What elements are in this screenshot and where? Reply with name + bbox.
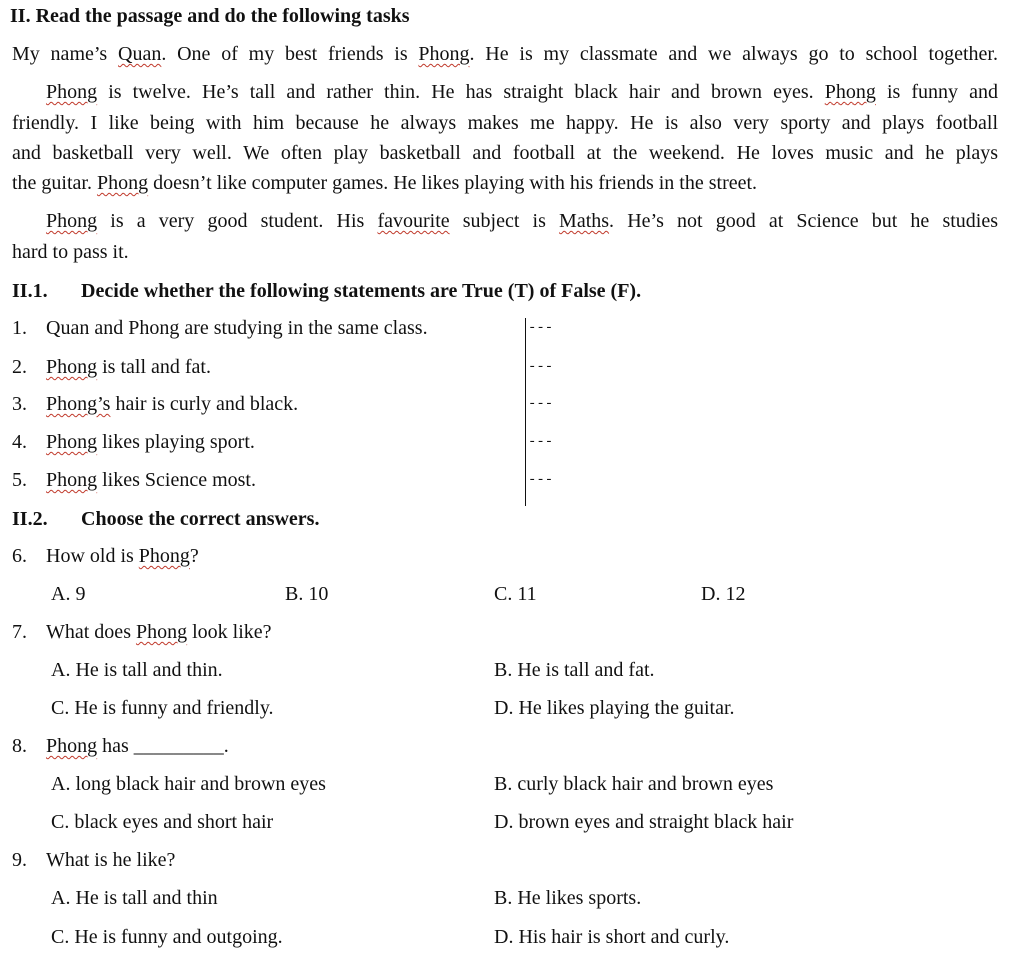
tf-answer-blank[interactable]: --- bbox=[528, 359, 554, 375]
answer-option-c[interactable]: C. He is funny and friendly. bbox=[51, 697, 274, 719]
tf-item-statement: Quan and Phong are studying in the same class. bbox=[46, 317, 428, 339]
answer-option-c[interactable]: C. He is funny and outgoing. bbox=[51, 926, 283, 948]
passage-paragraph-3-line-2: hard to pass it. bbox=[12, 241, 129, 263]
question-number: 8. bbox=[12, 735, 27, 757]
passage-paragraph-1: My name’s Quan. One of my best friends is Phong. He is my classmate and we always go to school together. bbox=[12, 43, 998, 65]
answer-option-b[interactable]: B. curly black hair and brown eyes bbox=[494, 773, 774, 795]
tf-item-statement: Phong likes playing sport. bbox=[46, 431, 255, 453]
passage-paragraph-2-line-3: and basketball very well. We often play basketball and football at the weekend. He loves music and he plays bbox=[12, 142, 998, 164]
question-number: 7. bbox=[12, 621, 27, 643]
tf-answer-blank[interactable]: --- bbox=[528, 320, 554, 336]
answer-column-divider bbox=[525, 318, 526, 506]
answer-option-a[interactable]: A. long black hair and brown eyes bbox=[51, 773, 326, 795]
tf-item-number: 5. bbox=[12, 469, 27, 491]
part2-number: II.2. bbox=[12, 508, 48, 530]
answer-option-b[interactable]: B. 10 bbox=[285, 583, 329, 605]
tf-item-number: 4. bbox=[12, 431, 27, 453]
answer-option-c[interactable]: C. black eyes and short hair bbox=[51, 811, 274, 833]
question-number: 6. bbox=[12, 545, 27, 567]
answer-option-a[interactable]: A. 9 bbox=[51, 583, 86, 605]
tf-item-number: 1. bbox=[12, 317, 27, 339]
part1-title: Decide whether the following statements are True (T) of False (F). bbox=[81, 280, 642, 302]
tf-item-statement: Phong’s hair is curly and black. bbox=[46, 393, 299, 415]
question-text: What does Phong look like? bbox=[46, 621, 272, 643]
tf-item-statement: Phong likes Science most. bbox=[46, 469, 256, 491]
tf-item-number: 2. bbox=[12, 356, 27, 378]
answer-option-b[interactable]: B. He is tall and fat. bbox=[494, 659, 655, 681]
answer-option-b[interactable]: B. He likes sports. bbox=[494, 887, 642, 909]
answer-option-d[interactable]: D. brown eyes and straight black hair bbox=[494, 811, 794, 833]
answer-option-c[interactable]: C. 11 bbox=[494, 583, 537, 605]
tf-answer-blank[interactable]: --- bbox=[528, 434, 554, 450]
question-text: Phong has _________. bbox=[46, 735, 229, 757]
part1-number: II.1. bbox=[12, 280, 48, 302]
part2-title: Choose the correct answers. bbox=[81, 508, 320, 530]
answer-option-a[interactable]: A. He is tall and thin bbox=[51, 887, 218, 909]
answer-option-d[interactable]: D. 12 bbox=[701, 583, 746, 605]
passage-paragraph-2-line-2: friendly. I like being with him because he always makes me happy. He is also very sporty and plays football bbox=[12, 112, 998, 134]
section-title: II. Read the passage and do the following tasks bbox=[10, 5, 410, 27]
tf-item-statement: Phong is tall and fat. bbox=[46, 356, 211, 378]
passage-paragraph-2-line-4: the guitar. Phong doesn’t like computer games. He likes playing with his friends in the street. bbox=[12, 172, 758, 194]
question-text: What is he like? bbox=[46, 849, 176, 871]
passage-paragraph-3-line-1: Phong is a very good student. His favourite subject is Maths. He’s not good at Science but he studies bbox=[46, 210, 999, 232]
answer-option-d[interactable]: D. He likes playing the guitar. bbox=[494, 697, 735, 719]
tf-answer-blank[interactable]: --- bbox=[528, 472, 554, 488]
passage-paragraph-2-line-1: Phong is twelve. He’s tall and rather thin. He has straight black hair and brown eyes. Phong is funny and bbox=[46, 81, 998, 103]
question-text: How old is Phong? bbox=[46, 545, 199, 567]
question-number: 9. bbox=[12, 849, 27, 871]
tf-item-number: 3. bbox=[12, 393, 27, 415]
answer-option-a[interactable]: A. He is tall and thin. bbox=[51, 659, 223, 681]
answer-option-d[interactable]: D. His hair is short and curly. bbox=[494, 926, 730, 948]
tf-answer-blank[interactable]: --- bbox=[528, 396, 554, 412]
